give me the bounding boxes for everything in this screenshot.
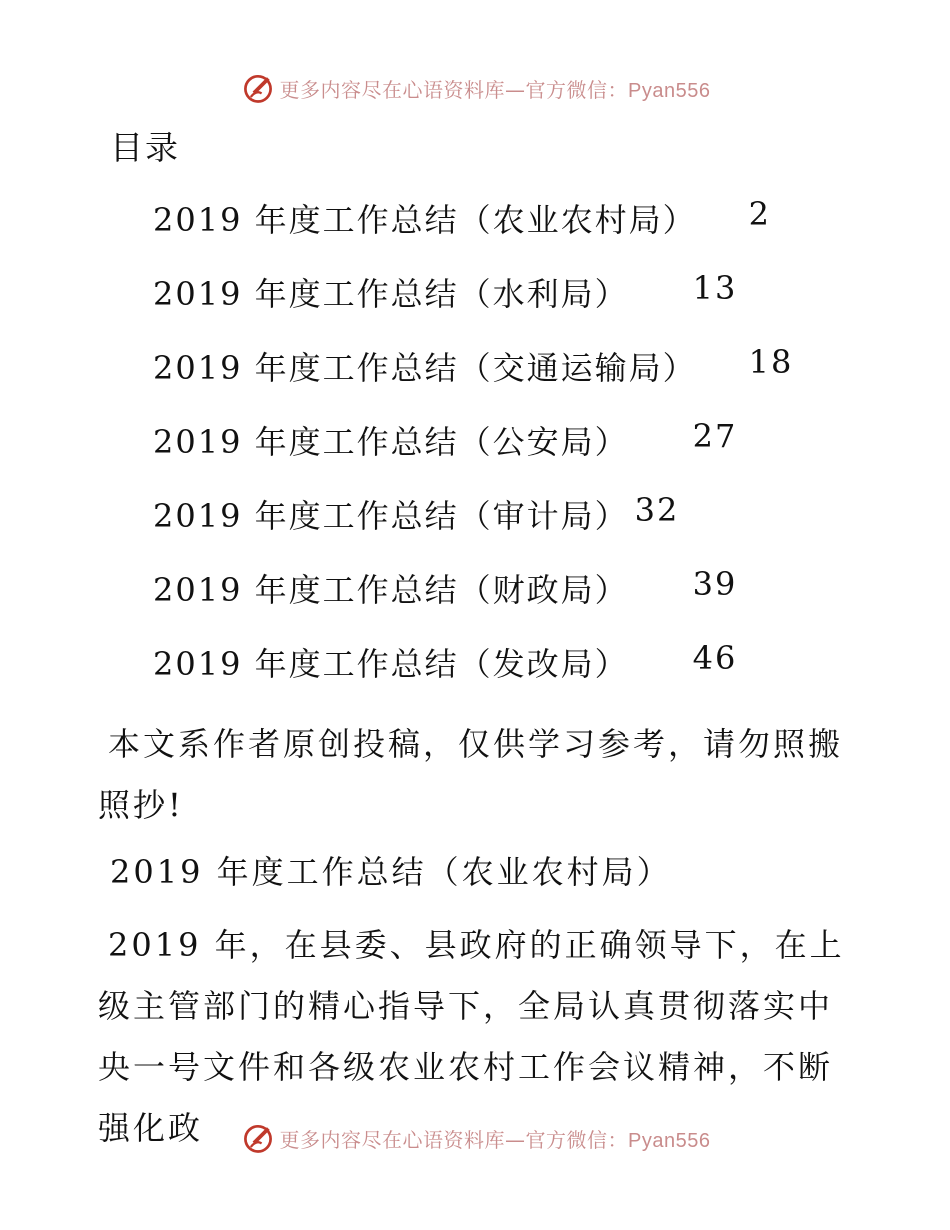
toc-page-number: 39 bbox=[692, 565, 738, 603]
toc-item[interactable]: 2019 年度工作总结（发改局） 46 bbox=[153, 639, 738, 683]
toc-item[interactable]: 2019 年度工作总结（公安局） 27 bbox=[153, 417, 738, 461]
toc-page-number: 2 bbox=[748, 195, 771, 233]
toc-page-number: 46 bbox=[692, 639, 738, 677]
toc-item[interactable]: 2019 年度工作总结（审计局） 32 bbox=[153, 491, 680, 535]
header-watermark bbox=[0, 70, 950, 106]
toc-list bbox=[153, 195, 793, 713]
watermark-text: 更多内容尽在心语资料库—官方微信：Pyan556 bbox=[279, 77, 711, 102]
watermark-text: 更多内容尽在心语资料库—官方微信：Pyan556 bbox=[279, 1127, 711, 1152]
toc-page-number: 18 bbox=[748, 343, 794, 381]
footer-watermark bbox=[0, 1120, 950, 1156]
toc-item[interactable]: 2019 年度工作总结（农业农村局） 2 bbox=[153, 195, 771, 239]
toc-item[interactable]: 2019 年度工作总结（交通运输局） 18 bbox=[153, 343, 794, 387]
body-paragraph: 2019 年，在县委、县政府的正确领导下，在上级主管部门的精心指导下，全局认真贯彻落实中央一号文件和各级农业农村工作会议精神，不断强化政 bbox=[98, 926, 845, 1147]
toc-item[interactable]: 2019 年度工作总结（财政局） 39 bbox=[153, 565, 738, 609]
toc-page-number: 27 bbox=[692, 417, 738, 455]
copyright-notice: 本文系作者原创投稿，仅供学习参考，请勿照搬照抄! bbox=[98, 725, 844, 824]
toc-page-number: 32 bbox=[634, 491, 680, 529]
watermark-logo-icon bbox=[240, 70, 276, 106]
toc-page-number: 13 bbox=[692, 269, 738, 307]
toc-item[interactable]: 2019 年度工作总结（水利局） 13 bbox=[153, 269, 738, 313]
toc-title: 目录 bbox=[110, 128, 180, 167]
section-heading: 2019 年度工作总结（农业农村局） bbox=[110, 853, 672, 891]
watermark-logo-icon bbox=[240, 1120, 276, 1156]
